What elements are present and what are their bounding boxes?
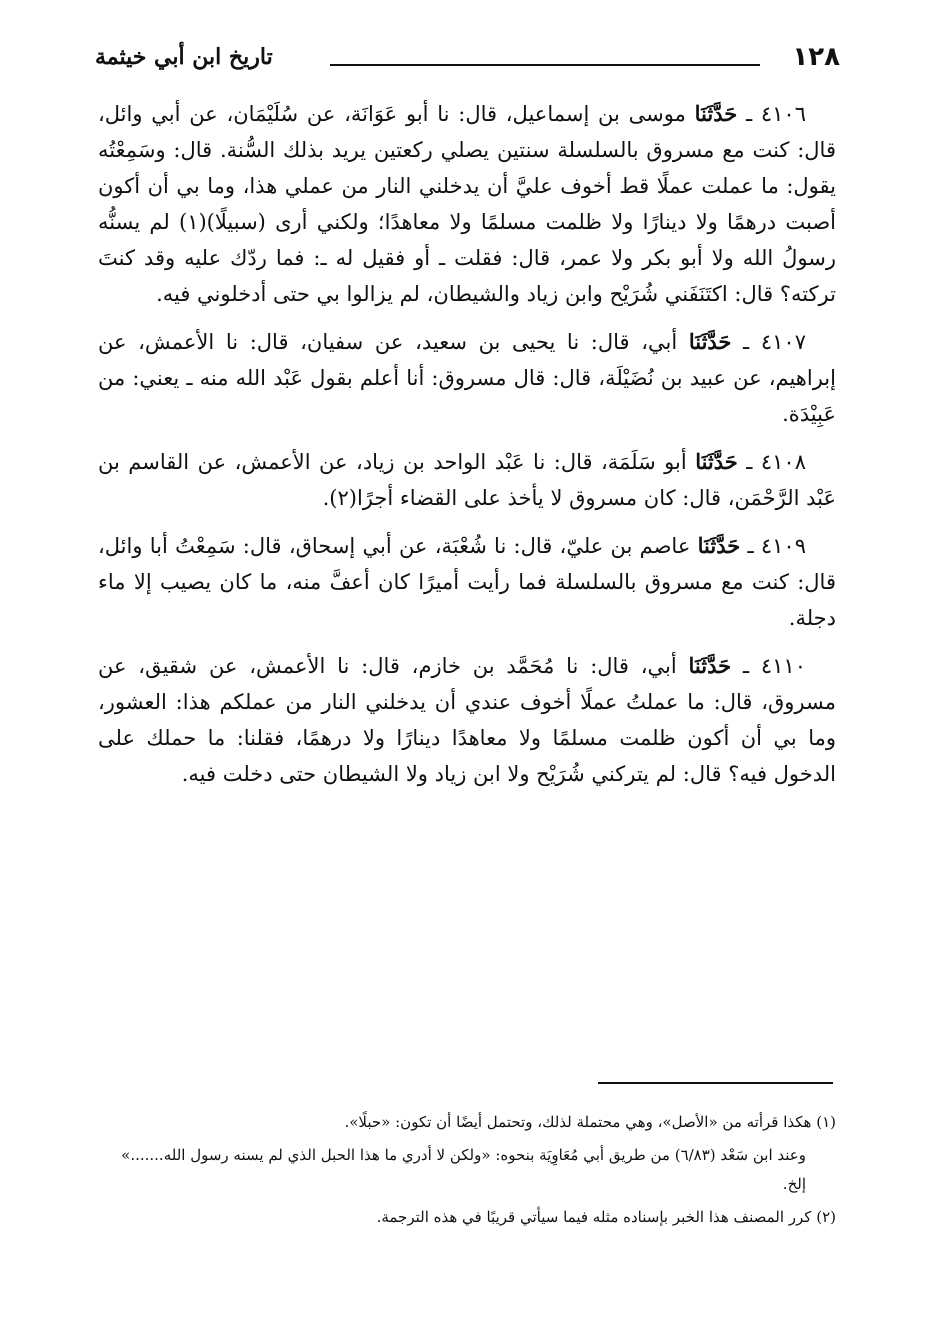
page-number: ١٢٨ bbox=[792, 42, 840, 72]
hadith-number: ٤١١٠ bbox=[760, 654, 806, 678]
hadith-text: عاصم بن عليّ، قال: نا شُعْبَة، عن أبي إسحاق، قال: سَمِعْتُ أبا وائل، قال: كنت مع مسروق بالسلسلة فما رأيت أميرًا كان أعفَّ منه، ما كان يصيب إلا ماء دجلة. bbox=[98, 534, 836, 630]
hadith-text: أبي، قال: نا مُحَمَّد بن خازم، قال: نا الأعمش، عن شقيق، عن مسروق، قال: ما عملتُ عملًا أخوف عندي أن يدخلني النار من عملكم هذا: العشور، وما بي أن أكون ظلمت مسلمًا ولا معاهدًا دينارًا ولا درهمًا، فقلنا: ما حملك على الدخول فيه؟ قال: لم يتركني شُرَيْح ولا ابن زياد ولا الشيطان حتى دخلت فيه. bbox=[98, 654, 836, 786]
hadith-paragraph: ٤١١٠ ـ حَدَّثَنَا أبي، قال: نا مُحَمَّد بن خازم، قال: نا الأعمش، عن شقيق، عن مسروق، قال: ما عملتُ عملًا أخوف عندي أن يدخلني النار من عملكم هذا: العشور، وما بي أن أكون ظلمت مسلمًا ولا معاهدًا دينارًا ولا درهمًا، فقلنا: ما حملك على الدخول فيه؟ قال: لم يتركني شُرَيْح ولا ابن زياد ولا الشيطان حتى دخلت فيه. bbox=[98, 653, 836, 786]
header-rule bbox=[330, 64, 760, 66]
page-header bbox=[95, 42, 840, 82]
hadith-keyword: حَدَّثَنَا bbox=[695, 449, 738, 474]
hadith-keyword: حَدَّثَنَا bbox=[688, 329, 732, 354]
hadith-text: موسى بن إسماعيل، قال: نا أبو عَوَانَة، عن سُلَيْمَان، عن أبي وائل، قال: كنت مع مسروق بالسلسلة سنتين يصلي ركعتين يريد بذلك السُّنة. قال: وسَمِعْتُه يقول: ما عملت عملًا قط أخوف عليَّ أن يدخلني النار من عملي هذا، وما بي أن أكون أصبت درهمًا ولا دينارًا ولا ظلمت مسلمًا ولا معاهدًا؛ ولكني أرى (سبيلًا)(١) لم يسنُّه رسولُ الله ولا أبو بكر ولا عمر، قال: فقلت ـ أو فقيل له ـ: فما ردّك عليه وقد كنتَ تركته؟ قال: اكتَنَفَني شُرَيْح وابن زياد والشيطان، لم يزالوا بي حتى أدخلوني فيه. bbox=[98, 102, 836, 306]
hadith-paragraph: ٤١٠٨ ـ حَدَّثَنَا أبو سَلَمَة، قال: نا عَبْد الواحد بن زياد، عن الأعمش، عن القاسم بن عَبْد الرَّحْمَن، قال: كان مسروق لا يأخذ على القضاء أجرًا(٢). bbox=[98, 449, 836, 510]
running-title: تاريخ ابن أبي خيثمة bbox=[95, 44, 273, 70]
main-text bbox=[98, 96, 836, 804]
hadith-paragraph: ٤١٠٩ ـ حَدَّثَنَا عاصم بن عليّ، قال: نا شُعْبَة، عن أبي إسحاق، قال: سَمِعْتُ أبا وائل، قال: كنت مع مسروق بالسلسلة فما رأيت أميرًا كان أعفَّ منه، ما كان يصيب إلا ماء دجلة. bbox=[98, 533, 836, 630]
hadith-number: ٤١٠٨ bbox=[760, 450, 806, 474]
hadith-paragraph: ٤١٠٦ ـ حَدَّثَنَا موسى بن إسماعيل، قال: نا أبو عَوَانَة، عن سُلَيْمَان، عن أبي وائل، قال: كنت مع مسروق بالسلسلة سنتين يصلي ركعتين يريد بذلك السُّنة. قال: وسَمِعْتُه يقول: ما عملت عملًا قط أخوف عليَّ أن يدخلني النار من عملي هذا، وما بي أن أكون أصبت درهمًا ولا دينارًا ولا ظلمت مسلمًا ولا معاهدًا؛ ولكني أرى (سبيلًا)(١) لم يسنُّه رسولُ الله ولا أبو بكر ولا عمر، قال: فقلت ـ أو فقيل له ـ: فما ردّك عليه وقد كنتَ تركته؟ قال: اكتَنَفَني شُرَيْح وابن زياد والشيطان، لم يزالوا بي حتى أدخلوني فيه. bbox=[98, 101, 836, 306]
hadith-text: أبو سَلَمَة، قال: نا عَبْد الواحد بن زياد، عن الأعمش، عن القاسم بن عَبْد الرَّحْمَن، قال: كان مسروق لا يأخذ على القضاء أجرًا(٢). bbox=[98, 450, 836, 510]
hadith-paragraph: ٤١٠٧ ـ حَدَّثَنَا أبي، قال: نا يحيى بن سعيد، عن سفيان، قال: نا الأعمش، عن إبراهيم، عن عبيد بن نُضَيْلَة، قال: قال مسروق: أنا أعلم بقول عَبْد الله منه ـ يعني: من عَبِيْدَة. bbox=[98, 329, 836, 426]
hadith-number: ٤١٠٦ bbox=[760, 102, 806, 126]
hadith-text: أبي، قال: نا يحيى بن سعيد، عن سفيان، قال: نا الأعمش، عن إبراهيم، عن عبيد بن نُضَيْلَة، قال: قال مسروق: أنا أعلم بقول عَبْد الله منه ـ يعني: من عَبِيْدَة. bbox=[98, 330, 836, 426]
hadith-number: ٤١٠٧ bbox=[760, 330, 806, 354]
footnotes bbox=[98, 1108, 836, 1236]
hadith-keyword: حَدَّثَنَا bbox=[688, 653, 732, 678]
footnote-1-continuation: وعند ابن سَعْد (٦/٨٣) من طريق أبي مُعَاوِيَة بنحوه: «ولكن لا أدري ما هذا الحبل الذي لم يسنه رسول الله.......» إلخ. bbox=[121, 1146, 806, 1193]
hadith-keyword: حَدَّثَنَا bbox=[697, 533, 741, 558]
footnote-separator bbox=[598, 1082, 833, 1084]
hadith-keyword: حَدَّثَنَا bbox=[694, 101, 738, 126]
footnote-1: (١) هكذا قرأته من «الأصل»، وهي محتملة لذلك، وتحتمل أيضًا أن تكون: «حبلًا». bbox=[344, 1113, 836, 1131]
footnote-2: (٢) كرر المصنف هذا الخبر بإسناده مثله فيما سيأتي قريبًا في هذه الترجمة. bbox=[376, 1208, 836, 1226]
hadith-number: ٤١٠٩ bbox=[760, 534, 806, 558]
